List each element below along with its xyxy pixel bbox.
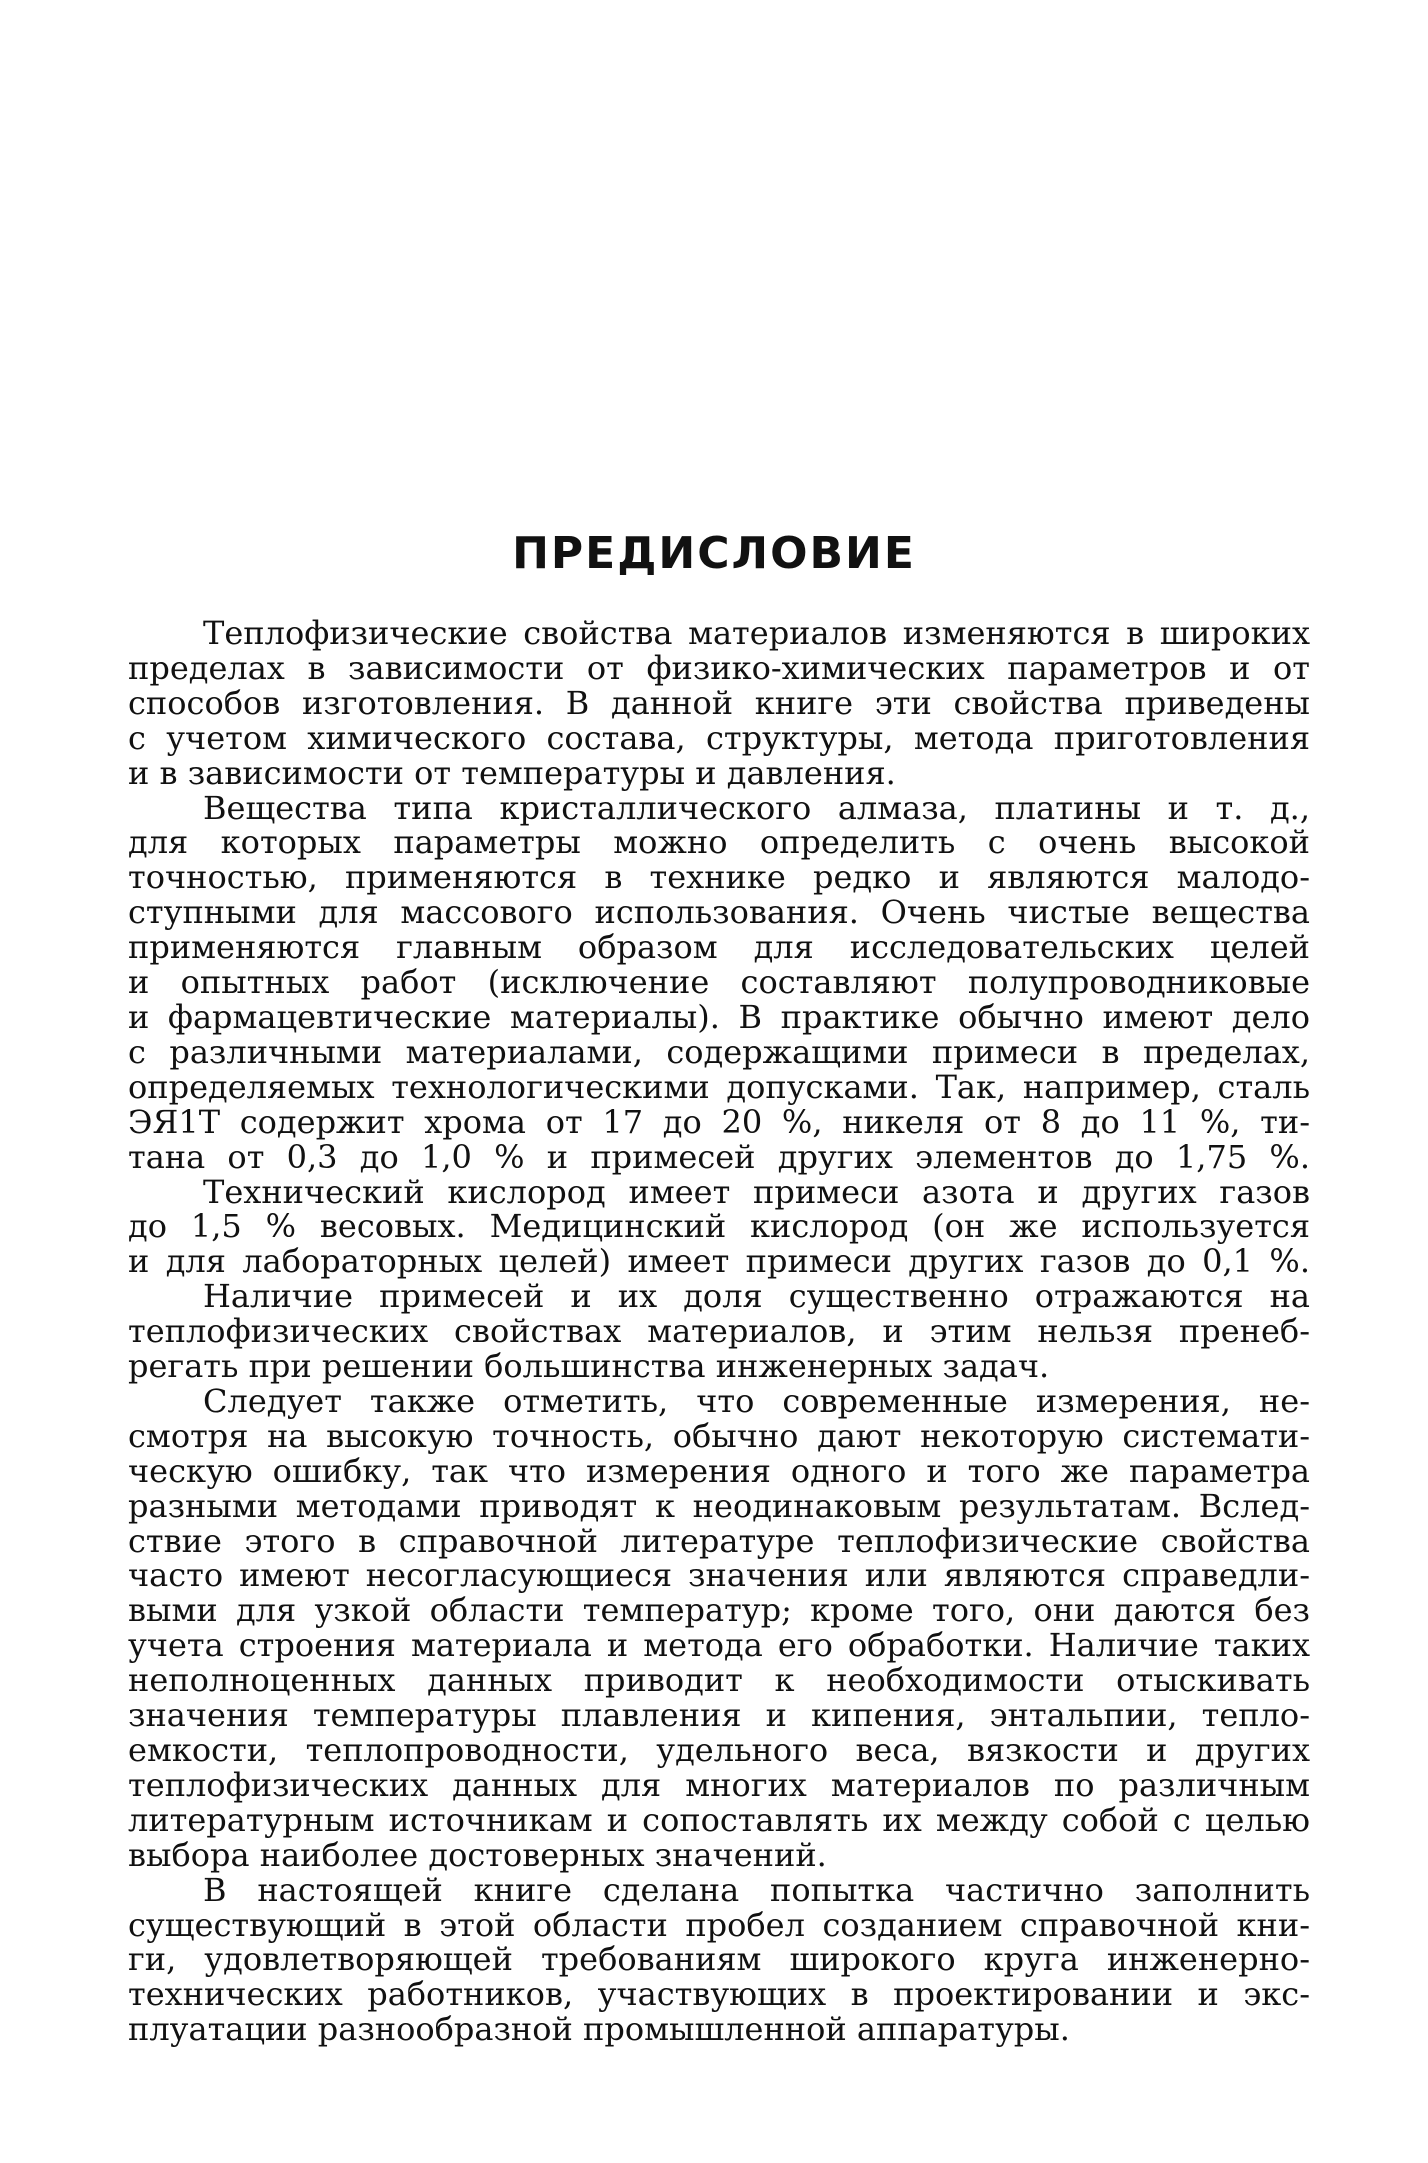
text-line: и в зависимости от температуры и давления. <box>128 753 896 792</box>
paragraph-2 <box>128 788 1310 1176</box>
page-title: ПРЕДИСЛОВИЕ <box>512 528 916 579</box>
text-line: часто имеют несогласующиеся значения или являются справедли- <box>128 1556 1310 1595</box>
paragraph-5 <box>128 1381 1310 1874</box>
text-line: Технический кислород имеет примеси азота и других газов <box>203 1172 1310 1211</box>
text-line: ческую ошибку, так что измерения одного и того же параметра <box>128 1451 1310 1490</box>
text-line: Вещества типа кристаллического алмаза, платины и т. д., <box>203 788 1310 827</box>
text-line: выбора наиболее достоверных значений. <box>128 1835 827 1874</box>
paragraph-3 <box>128 1172 1310 1281</box>
text-line: ЭЯ1Т содержит хрома от 17 до 20 %, никеля от 8 до 11 %, ти- <box>128 1102 1310 1141</box>
text-line: емкости, теплопроводности, удельного веса, вязкости и других <box>128 1731 1310 1769</box>
text-line: выми для узкой области температур; кроме того, они даются без <box>128 1591 1310 1630</box>
paragraph-1 <box>128 616 1310 791</box>
text-line: теплофизических данных для многих материалов по различным <box>128 1765 1310 1804</box>
text-line: до 1,5 % весовых. Медицинский кислород (он же используется <box>128 1207 1310 1246</box>
text-line: определяемых технологическими допусками. Так, например, сталь <box>128 1067 1310 1106</box>
text-line: технических работников, участвующих в проектировании и экс- <box>128 1975 1310 2014</box>
paragraph-6 <box>128 1870 1310 2049</box>
paragraph-4 <box>128 1279 1310 1384</box>
text-line: и фармацевтические материалы). В практике обычно имеют дело <box>128 997 1310 1036</box>
text-line: ступными для массового использования. Очень чистые вещества <box>128 893 1310 932</box>
text-line: и опытных работ (исключение составляют полупроводниковые <box>128 963 1310 1002</box>
text-line: учета строения материала и метода его обработки. Наличие таких <box>128 1626 1310 1665</box>
text-line: применяются главным образом для исследовательских целей <box>128 928 1310 967</box>
body-text <box>128 616 1310 2047</box>
text-line: тана от 0,3 до 1,0 % и примесей других элементов до 1,75 %. <box>128 1137 1310 1176</box>
text-line: Теплофизические свойства материалов изменяются в широких <box>203 614 1310 652</box>
text-line: неполноценных данных приводит к необходимости отыскивать <box>128 1661 1310 1700</box>
text-line: для которых параметры можно определить с очень высокой <box>128 823 1310 862</box>
text-line: ги, удовлетворяющей требованиям широкого круга инженерно- <box>128 1940 1310 1979</box>
text-line: ствие этого в справочной литературе теплофизические свойства <box>128 1521 1310 1560</box>
text-line: регать при решении большинства инженерных задач. <box>128 1347 1050 1386</box>
text-line: Наличие примесей и их доля существенно отражаются на <box>203 1277 1310 1316</box>
text-line: с различными материалами, содержащими примеси в пределах, <box>128 1032 1310 1071</box>
text-line: значения температуры плавления и кипения, энтальпии, тепло- <box>128 1696 1310 1735</box>
text-line: точностью, применяются в технике редко и являются малодо- <box>128 858 1310 897</box>
text-line: литературным источникам и сопоставлять их между собой с целью <box>128 1800 1310 1839</box>
text-line: Следует также отметить, что современные измерения, не- <box>203 1381 1310 1420</box>
text-line: и для лабораторных целей) имеет примеси других газов до 0,1 %. <box>128 1242 1310 1281</box>
text-line: теплофизических свойствах материалов, и этим нельзя пренеб- <box>128 1312 1310 1351</box>
text-line: способов изготовления. В данной книге эти свойства приведены <box>128 683 1310 722</box>
text-line: смотря на высокую точность, обычно дают некоторую системати- <box>128 1416 1310 1455</box>
text-line: разными методами приводят к неодинаковым результатам. Вслед- <box>128 1486 1310 1525</box>
text-line: В настоящей книге сделана попытка частично заполнить <box>203 1870 1310 1909</box>
text-line: существующий в этой области пробел созданием справочной кни- <box>128 1905 1310 1944</box>
text-line: плуатации разнообразной промышленной аппаратуры. <box>128 2010 1070 2049</box>
text-line: пределах в зависимости от физико-химических параметров и от <box>128 648 1310 687</box>
text-line: с учетом химического состава, структуры, метода приготовления <box>128 718 1310 757</box>
